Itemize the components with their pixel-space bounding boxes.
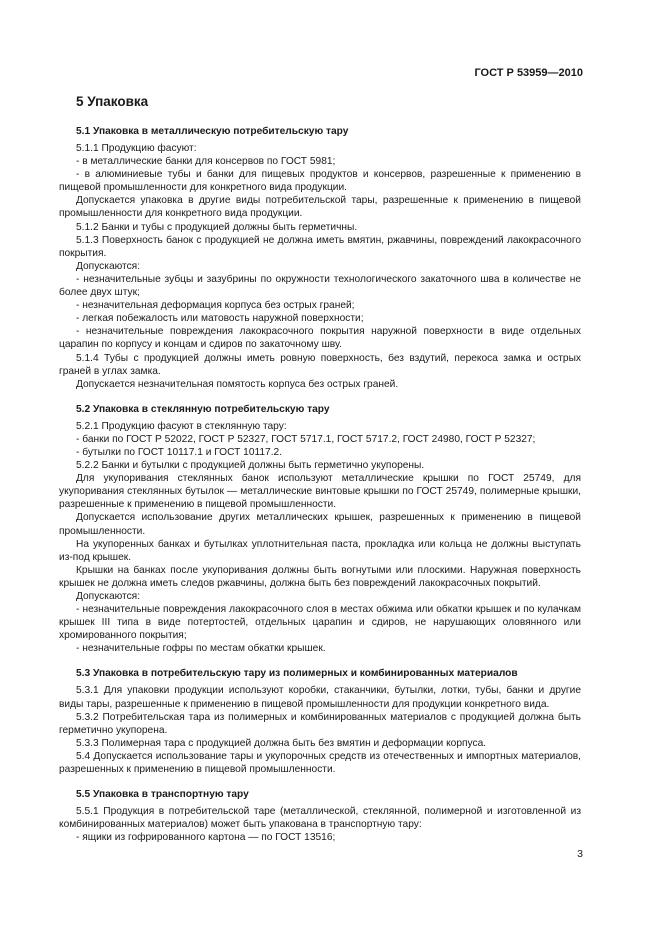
paragraph: 5.1.4 Тубы с продукцией должны иметь ровную поверхность, без вздутий, перекоса замка и острых граней в углах замка. — [59, 352, 581, 377]
list-item: - в металлические банки для консервов по ГОСТ 5981; — [76, 156, 336, 168]
paragraph: Для укупоривания стеклянных банок используют металлические крышки по ГОСТ 25749, для укупоривания стеклянных бутылок — металлические винтовые крышки по ГОСТ 25749, полимерные крышки, разрешенные к применению в пищевой промышленности. — [59, 473, 581, 511]
list-item: - незначительная деформация корпуса без острых граней; — [76, 300, 355, 312]
paragraph: 5.1.2 Банки и тубы с продукцией должны быть герметичны. — [76, 221, 358, 233]
paragraph: 5.1.1 Продукцию фасуют: — [76, 143, 197, 154]
list-item: - незначительные повреждения лакокрасочного покрытия наружной поверхности в виде отдельных царапин по корпусу и концам и сдиров по закаточному шву. — [59, 326, 581, 351]
list-item: - ящики из гофрированного картона — по ГОСТ 13516; — [76, 832, 336, 844]
list-item: - незначительные зубцы и зазубрины по окружности технологического закаточного шва в количестве не более двух штук; — [59, 273, 581, 299]
document-code: ГОСТ Р 53959—2010 — [474, 67, 583, 79]
paragraph: 5.3.2 Потребительская тара из полимерных и комбинированных материалов с продукцией должна быть герметично укупорена. — [59, 711, 581, 736]
paragraph: Допускаются: — [76, 260, 141, 272]
list-item: - в алюминиевые тубы и банки для пищевых продуктов и консервов, разрешенные к применению в пищевой промышленности для конкретного вида продукции. — [59, 169, 581, 194]
list-item: - легкая побежалость или матовость наружной поверхности; — [76, 313, 364, 325]
paragraph: 5.5.1 Продукция в потребительской таре (металлической, стеклянной, полимерной и изготовленной из комбинированных материалов) может быть упакована в транспортную тару: — [59, 806, 581, 831]
list-item: - незначительные повреждения лакокрасочного слоя в местах обжима или обкатки крышек и по кулачкам крышек III типа в виде потертостей, отдельных царапин и сдиров, не нарушающих оловянного или хромированного покрытия; — [59, 604, 581, 642]
page-number: 3 — [577, 848, 583, 860]
paragraph: 5.1.3 Поверхность банок с продукцией не должна иметь вмятин, ржавчины, повреждений лакокрасочного покрытия. — [59, 234, 581, 259]
paragraph: 5.2.2 Банки и бутылки с продукцией должны быть герметично укупорены. — [76, 460, 425, 472]
list-item: - бутылки по ГОСТ 10117.1 и ГОСТ 10117.2. — [76, 446, 283, 458]
paragraph: Допускается использование других металлических крышек, разрешенных к применению в пищевой промышленности. — [59, 512, 581, 537]
paragraph: 5.2.1 Продукцию фасуют в стеклянную тару: — [76, 420, 287, 432]
paragraph: 5.4 Допускается использование тары и укупорочных средств из отечественных и импортных материалов, разрешенных к применению в пищевой промышленности. — [59, 750, 581, 776]
subsection-title: 5.3 Упаковка в потребительскую тару из полимерных и комбинированных материалов — [76, 668, 518, 680]
paragraph: 5.3.1 Для упаковки продукции используют коробки, стаканчики, бутылки, лотки, тубы, банки и другие виды тары, разрешенные к применению в пищевой промышленности для продукции конкретного вида. — [59, 685, 581, 710]
list-item: - незначительные гофры по местам обкатки крышек. — [76, 643, 326, 655]
paragraph: Допускается упаковка в другие виды потребительской тары, разрешенные к применению в пищевой промышленности для конкретного вида продукции. — [59, 195, 581, 220]
section-title: 5 Упаковка — [76, 94, 149, 109]
paragraph: Допускается незначительная помятость корпуса без острых граней. — [76, 378, 399, 390]
subsection-title: 5.5 Упаковка в транспортную тару — [76, 789, 249, 801]
paragraph: 5.3.3 Полимерная тара с продукцией должна быть без вмятин и деформации корпуса. — [76, 737, 487, 749]
subsection-title: 5.1 Упаковка в металлическую потребительскую тару — [76, 126, 349, 137]
paragraph: На укупоренных банках и бутылках уплотнительная паста, прокладка или кольца не должны выступать из-под крышек. — [59, 538, 581, 563]
paragraph: Крышки на банках после укупоривания должны быть вогнутыми или плоскими. Наружная поверхность крышек не должна иметь следов ржавчины, должна быть без повреждений лакокрасочных покрытий. — [59, 564, 581, 589]
subsection-title: 5.2 Упаковка в стеклянную потребительскую тару — [76, 403, 330, 415]
document-body — [59, 92, 581, 844]
paragraph: Допускаются: — [76, 591, 141, 602]
list-item: - банки по ГОСТ Р 52022, ГОСТ Р 52327, ГОСТ 5717.1, ГОСТ 5717.2, ГОСТ 24980, ГОСТ Р 52327; — [76, 433, 536, 445]
